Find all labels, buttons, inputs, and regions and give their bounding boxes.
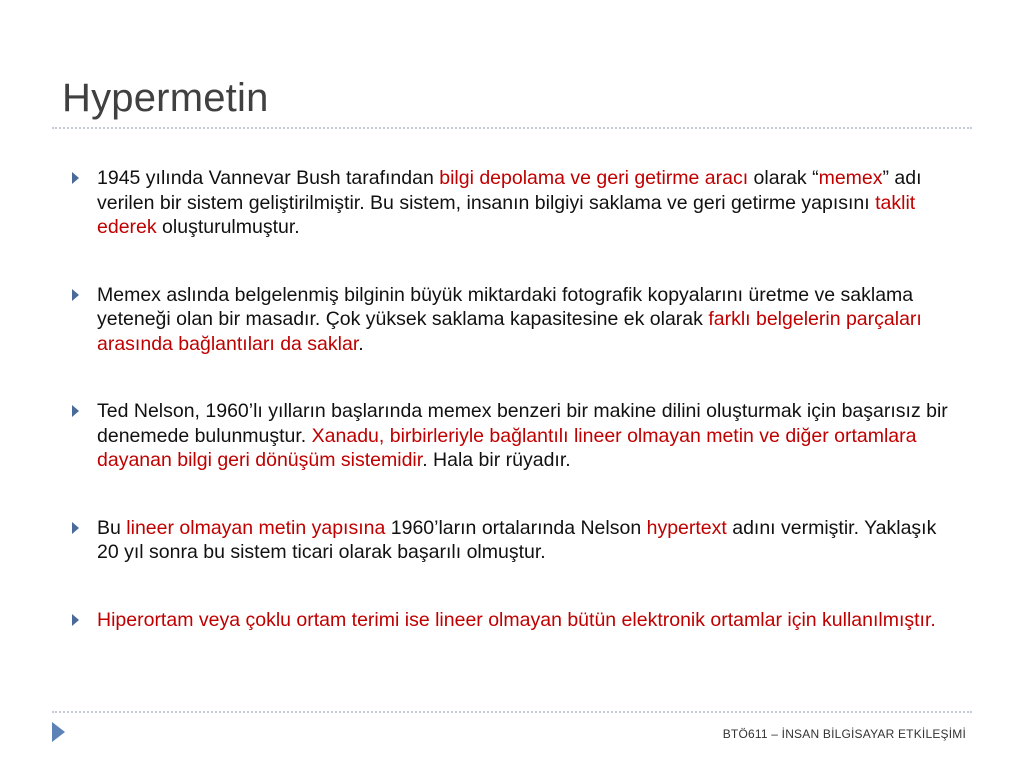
triangle-right-icon	[72, 614, 79, 626]
bullet-segment: Memex aslında belgelenmiş bilginin büyük miktardaki fotografik kopyalarını üretme ve saklama yeteneği olan bir masadır. Çok yüksek saklama kapasitesine ek olarak	[97, 283, 914, 330]
footer-course-label: BTÖ611 – İNSAN BİLGİSAYAR ETKİLEŞİMİ	[722, 727, 966, 741]
footer-divider	[52, 711, 972, 713]
bullet-segment: . Hala bir rüyadır.	[422, 449, 571, 471]
bullet-item	[70, 283, 960, 357]
bullet-segment: Ted Nelson, 1960’lı yılların başlarında memex benzeri bir makine dilini oluşturmak için başarısız bir denemede bulunmuştur.	[97, 400, 948, 447]
bullet-highlight: bilgi depolama ve geri getirme aracı	[439, 167, 749, 189]
bullet-highlight: taklit ederek	[97, 191, 916, 238]
bullet-segment: ” adı verilen bir sistem geliştirilmiştir. Bu sistem, insanın bilgiyi saklama ve geri getirme yapısını	[97, 167, 922, 214]
bullet-segment: olarak “	[748, 167, 819, 189]
bullet-segment: 1960’ların ortalarında Nelson	[385, 516, 647, 539]
bullet-highlight: memex	[818, 167, 883, 189]
bullet-item	[70, 166, 960, 240]
bullet-highlight: lineer olmayan metin yapısına	[126, 516, 386, 539]
bullet-list	[70, 166, 960, 632]
next-slide-arrow-icon[interactable]	[52, 722, 65, 742]
bullet-segment: adını vermiştir. Yaklaşık 20 yıl sonra bu sistem ticari olarak başarılı olmuştur.	[97, 516, 937, 563]
bullet-item	[70, 516, 960, 565]
triangle-right-icon	[72, 405, 79, 417]
bullet-item	[70, 399, 960, 473]
triangle-right-icon	[72, 172, 79, 184]
bullet-segment: Bu	[97, 516, 127, 539]
bullet-segment: 1945 yılında Vannevar Bush tarafından	[97, 167, 440, 189]
bullet-highlight: hypertext	[646, 516, 727, 539]
bullet-segment: .	[358, 332, 364, 355]
bullet-highlight: farklı belgelerin parçaları arasında bağlantıları da saklar	[97, 308, 922, 355]
title-divider	[52, 127, 972, 129]
bullet-highlight: Xanadu, birbirleriyle bağlantılı lineer olmayan metin ve diğer ortamlara dayanan bilgi geri dönüşüm sistemidir	[97, 424, 917, 471]
triangle-right-icon	[72, 289, 79, 301]
slide-title: Hypermetin	[62, 76, 269, 120]
bullet-highlight: Hiperortam veya çoklu ortam terimi ise lineer olmayan bütün elektronik ortamlar için kullanılmıştır.	[97, 608, 936, 631]
bullet-item	[70, 608, 960, 633]
bullet-segment: oluşturulmuştur.	[156, 216, 300, 238]
triangle-right-icon	[72, 522, 79, 534]
